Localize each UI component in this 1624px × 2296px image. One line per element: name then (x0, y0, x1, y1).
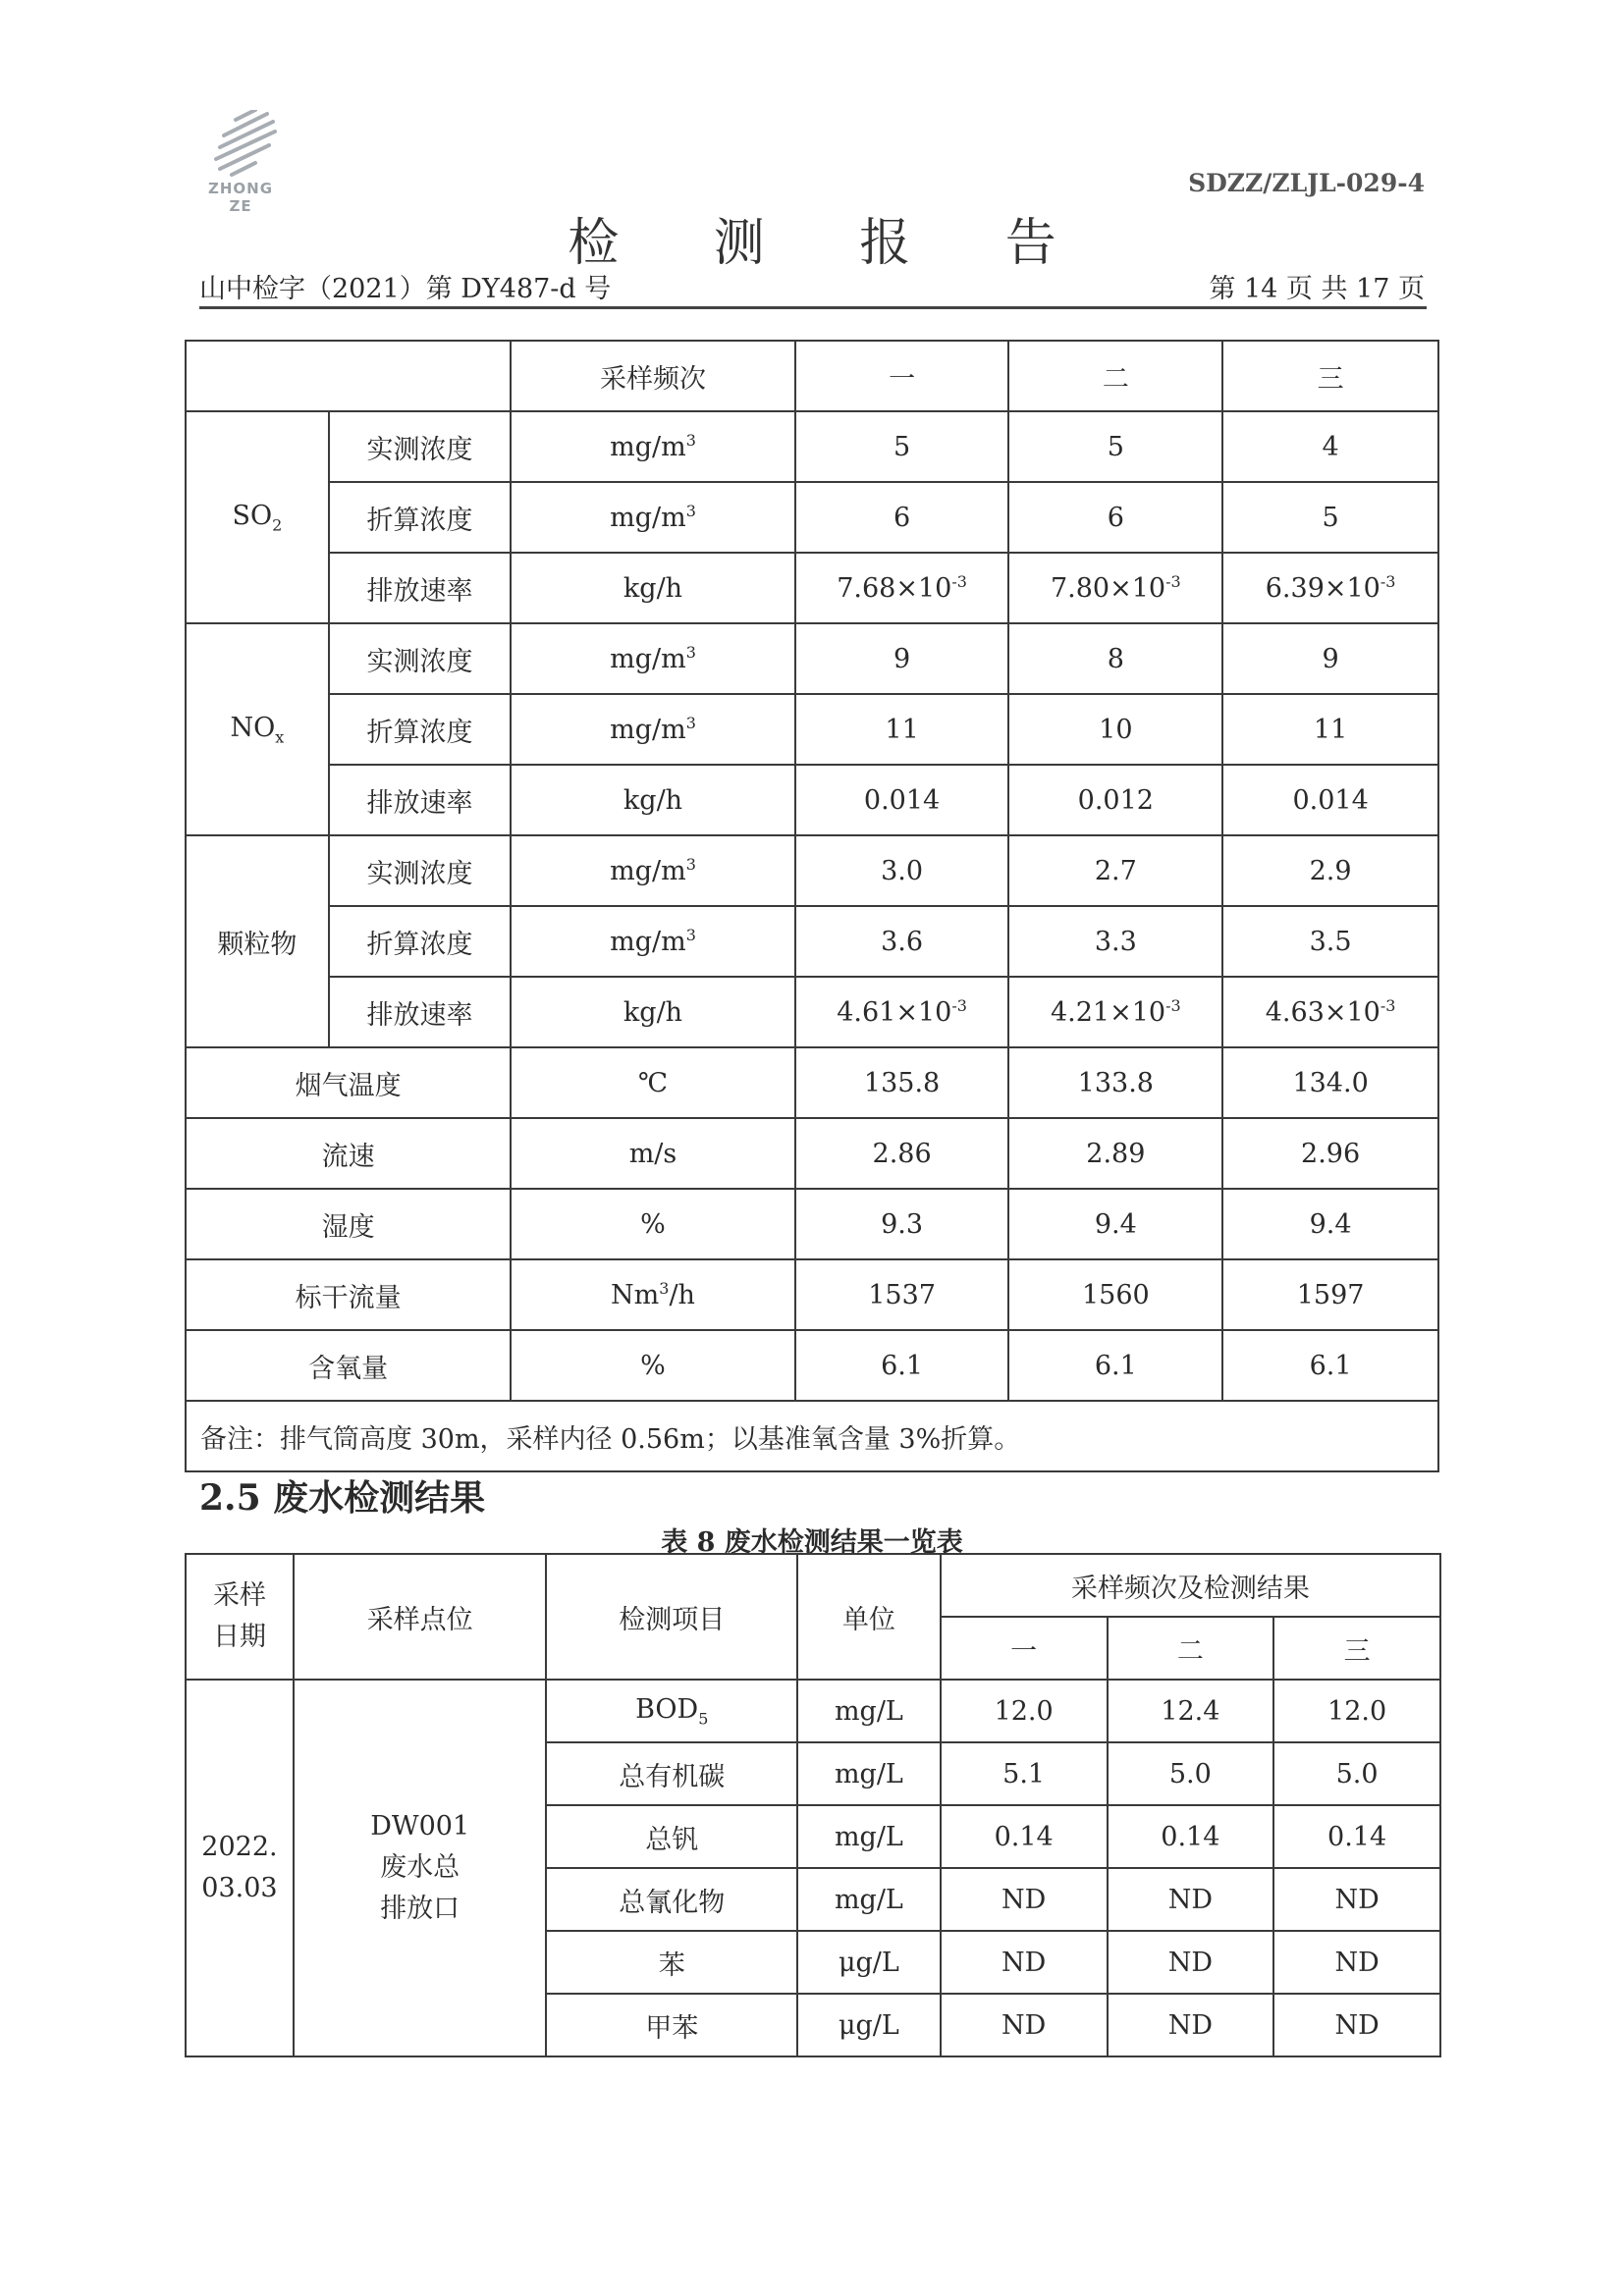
table-row (186, 835, 1438, 906)
header-frequency-2: 二 (1008, 341, 1222, 411)
unit-superscript: 3 (685, 643, 696, 662)
table-row (186, 482, 1438, 553)
test-item-text: 苯 (658, 1949, 685, 1981)
header-unit: 单位 (797, 1554, 941, 1680)
value-cell: 5 (795, 411, 1009, 482)
item-label: 实测浓度 (329, 623, 512, 694)
unit-text: % (640, 1350, 666, 1381)
table-row (186, 977, 1438, 1047)
item-label: 排放速率 (329, 765, 512, 835)
value-cell: 4 (1222, 411, 1438, 482)
item-label: 流速 (186, 1118, 511, 1189)
table-row (186, 553, 1438, 623)
unit-text: m/s (628, 1138, 677, 1169)
sampling-date-text: 2022. 03.03 (201, 1832, 278, 1903)
value-cell: 5 (1008, 411, 1222, 482)
unit-cell (511, 623, 794, 694)
unit-text: mg/m (610, 432, 686, 462)
unit-cell (511, 765, 794, 835)
value-cell: 133.8 (1008, 1047, 1222, 1118)
value-cell: ND (1108, 1994, 1274, 2056)
test-item (546, 1742, 797, 1805)
test-item-text: 总氰化物 (619, 1887, 726, 1918)
header-frequency-3: 三 (1273, 1617, 1440, 1680)
value-cell: 0.014 (1222, 765, 1438, 835)
item-label: 含氧量 (186, 1330, 511, 1401)
unit-cell (511, 1047, 794, 1118)
value-cell: 3.5 (1222, 906, 1438, 977)
unit-superscript: 3 (685, 431, 696, 450)
value-cell (795, 977, 1009, 1047)
test-item-subscript: 5 (698, 1709, 709, 1729)
header-frequency-2: 二 (1108, 1617, 1274, 1680)
value-cell: 2.7 (1008, 835, 1222, 906)
unit-text: Nm (611, 1280, 660, 1310)
value-cell: 1560 (1008, 1259, 1222, 1330)
value-cell: 12.0 (1273, 1680, 1440, 1742)
value-mantissa: 7.80×10 (1050, 573, 1166, 604)
value-cell: 8 (1008, 623, 1222, 694)
test-item-text: 总钒 (645, 1824, 699, 1855)
table-row (186, 1259, 1438, 1330)
unit-cell (511, 906, 794, 977)
table-row (186, 411, 1438, 482)
table-caption: 表 8 废水检测结果一览表 (661, 1527, 963, 1558)
table-row (186, 1189, 1438, 1259)
value-cell: ND (1108, 1868, 1274, 1931)
table-header-row (186, 341, 1438, 411)
value-cell: 0.012 (1008, 765, 1222, 835)
value-cell: 2.89 (1008, 1118, 1222, 1189)
pollutant-name (186, 411, 329, 623)
unit-cell: μg/L (797, 1994, 941, 2056)
value-cell: 2.9 (1222, 835, 1438, 906)
unit-text: mg/m (610, 715, 686, 745)
unit-cell (511, 1330, 794, 1401)
value-cell: 11 (1222, 694, 1438, 765)
value-mantissa: 4.61×10 (837, 997, 952, 1028)
unit-superscript: 3 (685, 502, 696, 520)
value-cell: 2.96 (1222, 1118, 1438, 1189)
report-number: 山中检字（2021）第 DY487-d 号 (199, 274, 612, 304)
value-cell: ND (1273, 1931, 1440, 1994)
test-item (546, 1805, 797, 1868)
value-mantissa: 4.21×10 (1050, 997, 1166, 1028)
value-cell: 1597 (1222, 1259, 1438, 1330)
header-freq-label: 采样频次 (511, 341, 794, 411)
unit-cell (511, 1189, 794, 1259)
sampling-date (186, 1680, 294, 2056)
value-cell (795, 553, 1009, 623)
item-label: 排放速率 (329, 977, 512, 1047)
test-item-text: BOD (635, 1693, 699, 1725)
value-cell: ND (941, 1994, 1108, 2056)
unit-cell (511, 553, 794, 623)
unit-cell (511, 1118, 794, 1189)
unit-cell (511, 1259, 794, 1330)
unit-cell: mg/L (797, 1868, 941, 1931)
wastewater-results-table (185, 1553, 1441, 2057)
test-item-text: 总有机碳 (619, 1761, 726, 1792)
table-row (186, 906, 1438, 977)
pollutant-name-text: 颗粒物 (217, 929, 298, 960)
table-row (186, 765, 1438, 835)
unit-cell (511, 977, 794, 1047)
pollutant-name-text: SO (232, 500, 273, 531)
header-date-text: 采样 日期 (212, 1580, 266, 1652)
sampling-site-text: DW001 废水总 排放口 (370, 1811, 470, 1924)
value-mantissa: 4.63×10 (1265, 997, 1380, 1028)
header-result-group: 采样频次及检测结果 (941, 1554, 1440, 1617)
unit-text: mg/m (610, 503, 686, 533)
item-label: 标干流量 (186, 1259, 511, 1330)
unit-text: ℃ (637, 1067, 669, 1098)
value-cell: 6.1 (1222, 1330, 1438, 1401)
value-cell: 6.1 (795, 1330, 1009, 1401)
value-mantissa: 7.68×10 (837, 573, 952, 604)
unit-text: % (640, 1208, 666, 1240)
header-frequency-3: 三 (1222, 341, 1438, 411)
value-cell: 135.8 (795, 1047, 1009, 1118)
value-cell: 0.14 (1273, 1805, 1440, 1868)
unit-cell: μg/L (797, 1931, 941, 1994)
unit-cell: mg/L (797, 1680, 941, 1742)
pollutant-name (186, 623, 329, 835)
value-cell: 5.1 (941, 1742, 1108, 1805)
item-label: 湿度 (186, 1189, 511, 1259)
value-cell: 5.0 (1273, 1742, 1440, 1805)
value-cell (1222, 553, 1438, 623)
pollutant-subscript: x (275, 727, 285, 747)
value-cell: 12.0 (941, 1680, 1108, 1742)
report-title: 检 测 报 告 (568, 214, 1096, 273)
section-heading: 2.5 废水检测结果 (199, 1477, 486, 1519)
pollutant-subscript: 2 (272, 515, 283, 535)
value-exponent: -3 (951, 572, 967, 591)
value-cell: 134.0 (1222, 1047, 1438, 1118)
value-cell: ND (941, 1868, 1108, 1931)
value-cell: 9.4 (1008, 1189, 1222, 1259)
value-cell: 6 (1008, 482, 1222, 553)
unit-text: mg/m (610, 927, 686, 957)
unit-cell (511, 411, 794, 482)
pollutant-name-text: NO (230, 712, 276, 743)
item-label: 折算浓度 (329, 906, 512, 977)
emission-results-table (185, 340, 1439, 1472)
value-cell: 5.0 (1108, 1742, 1274, 1805)
unit-text: kg/h (623, 572, 683, 604)
value-cell: 0.14 (1108, 1805, 1274, 1868)
value-cell: 9.3 (795, 1189, 1009, 1259)
header-divider (199, 306, 1427, 309)
item-label: 实测浓度 (329, 835, 512, 906)
page-indicator: 第 14 页 共 17 页 (1209, 274, 1425, 304)
header-site: 采样点位 (294, 1554, 547, 1680)
value-exponent: -3 (1165, 996, 1181, 1015)
value-exponent: -3 (1165, 572, 1181, 591)
value-cell: ND (1273, 1868, 1440, 1931)
header-frequency-1: 一 (795, 341, 1009, 411)
header-date (186, 1554, 294, 1680)
table-note: 备注：排气筒高度 30m，采样内径 0.56m；以基准氧含量 3%折算。 (186, 1401, 1438, 1471)
value-cell: 3.3 (1008, 906, 1222, 977)
value-cell: 1537 (795, 1259, 1009, 1330)
unit-text: mg/m (610, 856, 686, 886)
table-row (186, 1330, 1438, 1401)
unit-cell (511, 482, 794, 553)
unit-cell: mg/L (797, 1742, 941, 1805)
item-label: 排放速率 (329, 553, 512, 623)
value-cell: 5 (1222, 482, 1438, 553)
table-row (186, 1047, 1438, 1118)
value-cell: 9 (1222, 623, 1438, 694)
unit-text: mg/m (610, 644, 686, 674)
value-cell (1008, 977, 1222, 1047)
value-cell: 12.4 (1108, 1680, 1274, 1742)
header-blank-cell (186, 341, 511, 411)
value-cell (1008, 553, 1222, 623)
value-cell: 3.6 (795, 906, 1009, 977)
unit-tail: /h (669, 1280, 695, 1310)
item-label: 实测浓度 (329, 411, 512, 482)
value-cell: 3.0 (795, 835, 1009, 906)
unit-superscript: 3 (685, 926, 696, 944)
value-mantissa: 6.39×10 (1265, 573, 1380, 604)
unit-text: kg/h (623, 784, 683, 816)
value-cell (1222, 977, 1438, 1047)
document-code: SDZZ/ZLJL-029-4 (1188, 169, 1425, 197)
value-cell: 2.86 (795, 1118, 1009, 1189)
table-row (186, 1118, 1438, 1189)
header-frequency-1: 一 (941, 1617, 1108, 1680)
value-exponent: -3 (1380, 572, 1396, 591)
item-label: 折算浓度 (329, 694, 512, 765)
table-row (186, 694, 1438, 765)
unit-superscript: 3 (659, 1279, 670, 1298)
note-row (186, 1401, 1438, 1471)
value-cell: ND (941, 1931, 1108, 1994)
value-cell: ND (1273, 1994, 1440, 2056)
value-cell: 6 (795, 482, 1009, 553)
test-item (546, 1931, 797, 1994)
value-cell: 9.4 (1222, 1189, 1438, 1259)
value-exponent: -3 (951, 996, 967, 1015)
table-row (186, 1680, 1440, 1742)
item-label: 折算浓度 (329, 482, 512, 553)
unit-cell (511, 694, 794, 765)
table-row (186, 623, 1438, 694)
value-cell: 0.14 (941, 1805, 1108, 1868)
value-cell: 10 (1008, 694, 1222, 765)
value-cell: 11 (795, 694, 1009, 765)
item-label: 烟气温度 (186, 1047, 511, 1118)
test-item (546, 1994, 797, 2056)
unit-superscript: 3 (685, 855, 696, 874)
value-exponent: -3 (1380, 996, 1396, 1015)
value-cell: ND (1108, 1931, 1274, 1994)
logo-text: ZHONG ZE (207, 180, 274, 215)
value-cell: 6.1 (1008, 1330, 1222, 1401)
unit-cell (511, 835, 794, 906)
test-item-text: 甲苯 (645, 2012, 699, 2044)
unit-text: kg/h (623, 996, 683, 1028)
test-item (546, 1680, 797, 1742)
test-item (546, 1868, 797, 1931)
value-cell: 9 (795, 623, 1009, 694)
table-header-row (186, 1554, 1440, 1617)
unit-cell: mg/L (797, 1805, 941, 1868)
header-item: 检测项目 (546, 1554, 797, 1680)
unit-superscript: 3 (685, 714, 696, 732)
pollutant-name (186, 835, 329, 1047)
sampling-site (294, 1680, 547, 2056)
value-cell: 0.014 (795, 765, 1009, 835)
